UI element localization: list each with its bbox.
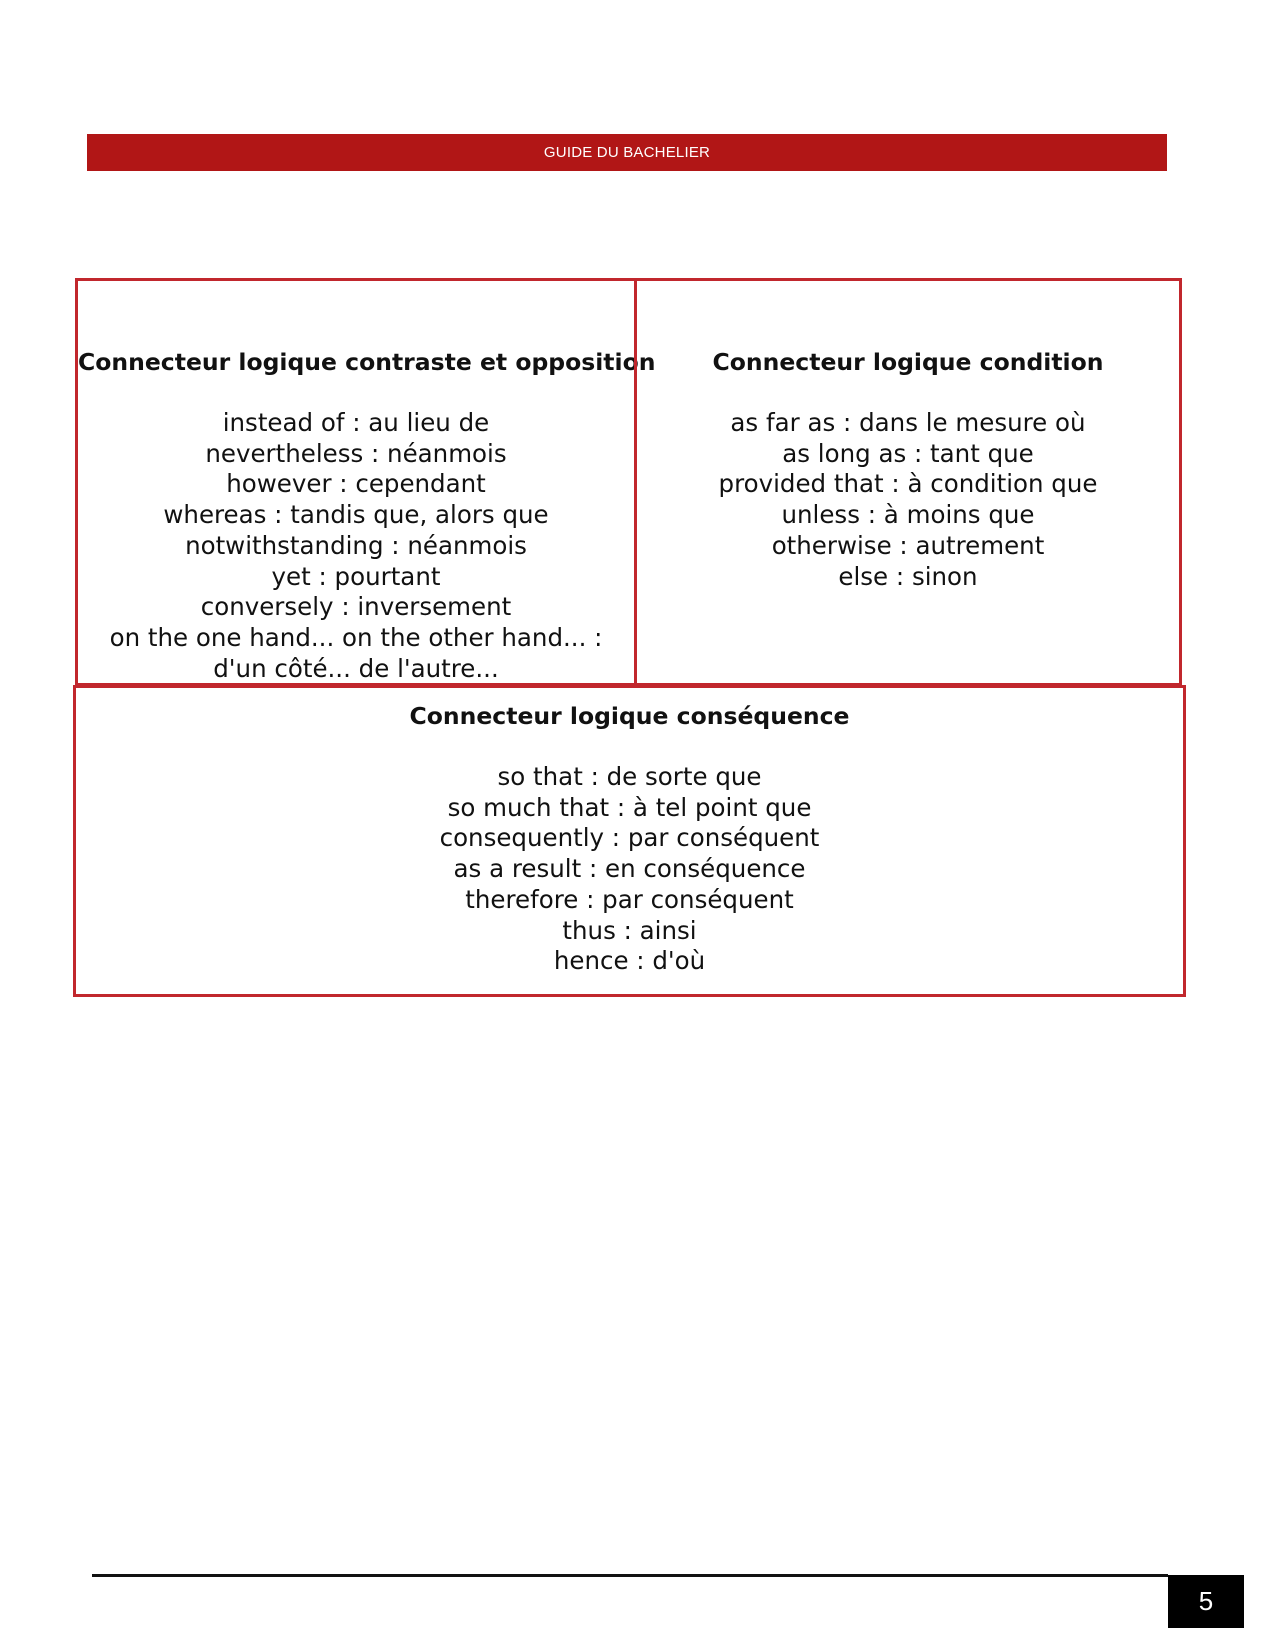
connector-list (76, 762, 1183, 977)
list-item: so much that : à tel point que (447, 792, 812, 822)
section-title: Connecteur logique condition (712, 348, 1104, 376)
list-item: however : cependant (226, 469, 486, 499)
list-item: conversely : inversement (200, 592, 512, 622)
connector-list (78, 408, 634, 684)
list-item: consequently : par conséquent (439, 823, 820, 853)
page-number-label: 5 (1198, 1586, 1214, 1616)
contrast-opposition-box (75, 278, 656, 686)
list-item: as long as : tant que (782, 438, 1034, 468)
list-item: yet : pourtant (271, 561, 441, 591)
list-item: on the one hand... on the other hand... : (109, 622, 603, 652)
list-item: therefore : par conséquent (465, 884, 794, 914)
header-title: GUIDE DU BACHELIER (543, 144, 711, 161)
footer-divider (92, 1574, 1168, 1577)
list-item: unless : à moins que (781, 500, 1035, 530)
consequence-box (73, 685, 1186, 997)
list-item: nevertheless : néanmois (205, 438, 507, 468)
list-item: as far as : dans le mesure où (730, 408, 1086, 437)
list-item: so that : de sorte que (497, 762, 762, 791)
page-number (1168, 1575, 1244, 1628)
section-title: Connecteur logique contraste et opposition (78, 348, 656, 376)
list-item: otherwise : autrement (771, 530, 1045, 560)
header-bar (87, 134, 1167, 171)
list-item: as a result : en conséquence (453, 854, 806, 884)
list-item: hence : d'où (553, 946, 706, 976)
list-item: d'un côté... de l'autre... (213, 653, 499, 683)
connector-list (637, 408, 1179, 592)
list-item: instead of : au lieu de (222, 408, 490, 437)
section-title: Connecteur logique conséquence (409, 702, 850, 730)
condition-box (634, 278, 1182, 686)
list-item: provided that : à condition que (718, 469, 1098, 499)
list-item: whereas : tandis que, alors que (163, 500, 549, 530)
list-item: else : sinon (838, 561, 978, 591)
list-item: notwithstanding : néanmois (185, 530, 527, 560)
list-item: thus : ainsi (562, 915, 697, 945)
